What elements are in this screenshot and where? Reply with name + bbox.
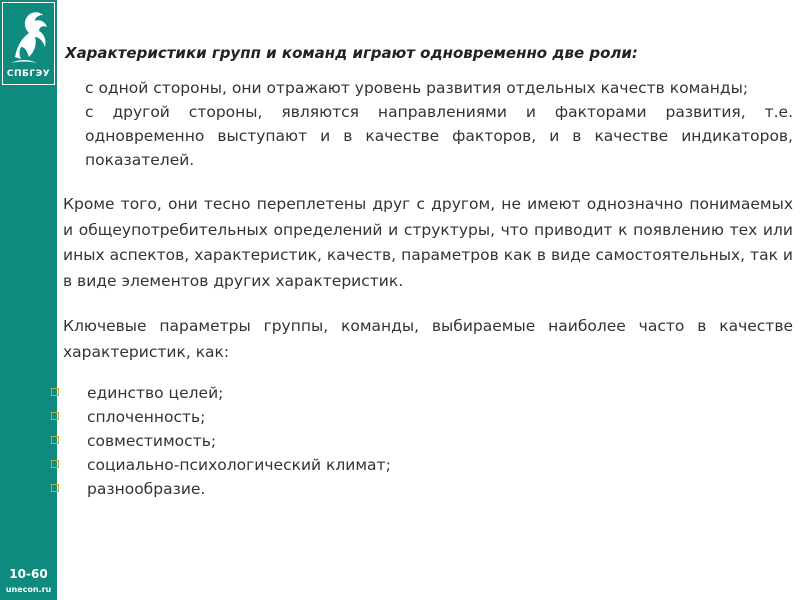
slide-title: Характеристики групп и команд играют одновременно две роли: [65,44,638,62]
list-item [63,100,793,172]
square-bullet-icon [51,436,59,444]
list-item-text: единство целей; [87,384,224,402]
paragraph-interrelation: Кроме того, они тесно переплетены друг с другом, не имеют однозначно понимаемых и общеупотребительных определений и структуры, что приводит к появлению тех или иных аспектов, характеристик, качеств, параметров как в виде самостоятельных, так и в виде элементов других характеристик. [63,195,793,290]
slide-content [63,44,793,501]
square-bullet-icon [51,388,59,396]
square-bullet-icon [51,412,59,420]
site-url: unecon.ru [5,585,52,594]
list-item-text: социально-психологический климат; [87,456,391,474]
list-item [51,453,793,477]
list-item [51,429,793,453]
square-bullet-icon [51,460,59,468]
page-number: 10-60 [9,567,48,581]
griffin-icon [5,7,52,67]
list-item [51,405,793,429]
square-bullet-icon [51,484,59,492]
list-item [51,381,793,405]
list-item [63,76,793,100]
list-item-text: сплоченность; [87,408,206,426]
list-item-text: с одной стороны, они отражают уровень развития отдельных качеств команды; [85,79,749,97]
list-item-text: совместимость; [87,432,217,450]
university-logo [2,2,55,85]
logo-text: СПБГЭУ [6,69,51,79]
sidebar [0,0,57,600]
parameters-list [51,381,793,501]
list-item [51,477,793,501]
list-item-text: с другой стороны, являются направлениями и факторами развития, т.е. одновременно выступают и в качестве факторов, и в качестве индикаторов, показателей. [85,103,793,169]
roles-list [63,76,793,172]
paragraph-key-parameters: Ключевые параметры группы, команды, выбираемые наиболее часто в качестве характеристик, как: [63,317,793,361]
list-item-text: разнообразие. [87,480,206,498]
